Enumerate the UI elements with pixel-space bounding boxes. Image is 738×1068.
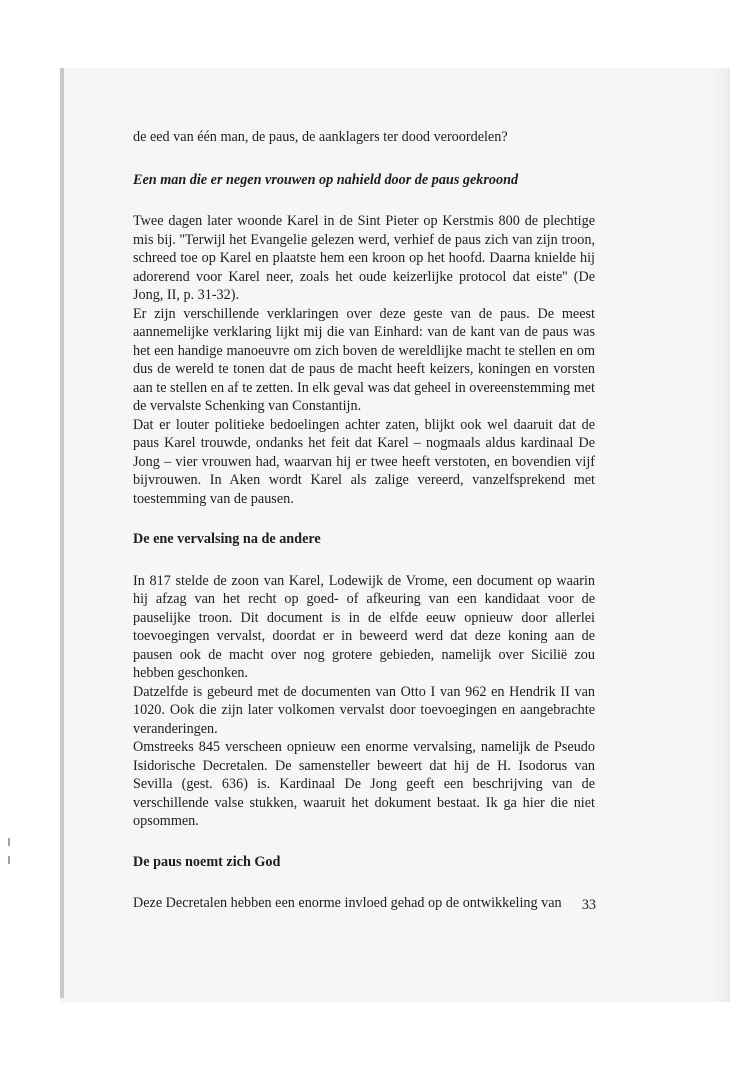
paragraph: Omstreeks 845 verscheen opnieuw een enorme vervalsing, namelijk de Pseudo Isidorische Decretalen. De samensteller beweert dat hij de H. Isodorus van Sevilla (gest. 636) is. Kardinaal De Jong geeft een beschrijving van de verschillende valse stukken, waaruit het dokument bestaat. Ik ga hier die niet opsommen. xyxy=(133,739,595,829)
heading-pope-god: De paus noemt zich God xyxy=(133,853,281,870)
page-edge-shade xyxy=(712,68,728,1002)
scan-edge-mark xyxy=(8,838,10,846)
section-pope-god xyxy=(133,894,595,913)
paragraph: Deze Decretalen hebben een enorme invloed gehad op de ontwikkeling van xyxy=(133,895,562,911)
paragraph: Er zijn verschillende verklaringen over deze geste van de paus. De meest aannemelijke verklaring lijkt mij die van Einhard: van de kant van de paus was het een handige manoeuvre om zich boven de wereldlijke macht te stellen en om dus de wereld te tonen dat de paus de macht heeft keizers, koningen en vorsten aan te stellen en af te zetten. In elk geval was dat geheel in overeenstemming met de vervalste Schenking van Constantijn. xyxy=(133,305,595,414)
section-forgeries xyxy=(133,572,595,831)
paragraph: Twee dagen later woonde Karel in de Sint Pieter op Kerstmis 800 de plechtige mis bij. ''Terwijl het Evangelie gelezen werd, verhief de paus zich van zijn troon, schreed toe op Karel en plaatste hem een kroon op het hoofd. Daarna knielde hij adorerend voor Karel neer, zoals het oude keizerlijke protocol dat eiste'' (De Jong, II, p. 31-32). xyxy=(133,213,595,303)
paragraph: Dat er louter politieke bedoelingen achter zaten, blijkt ook wel daaruit dat de paus Karel trouwde, ondanks het feit dat Karel – nogmaals aldus kardinaal De Jong – vier vrouwen had, waarvan hij er twee heeft verstoten, en bovendien vijf bijvrouwen. In Aken wordt Karel als zalige vereerd, vanzelfsprekend met toestemming van de pausen. xyxy=(133,416,595,507)
section-karel-crowned xyxy=(133,212,595,508)
paragraph: Datzelfde is gebeurd met de documenten van Otto I van 962 en Hendrik II van 1020. Ook die zijn later volkomen vervalst door toevoegingen en aangebrachte veranderingen. xyxy=(133,683,595,737)
page-number: 33 xyxy=(581,897,596,913)
intro-paragraph: de eed van één man, de paus, de aanklagers ter dood veroordelen? xyxy=(133,129,508,145)
paragraph: In 817 stelde de zoon van Karel, Lodewijk de Vrome, een document op waarin hij afzag van het recht op goed- of afkeuring van een kandidaat voor de pauselijke troon. Dit document is in de elfde eeuw opnieuw door allerlei toevoegingen vervalst, doordat er in beweerd werd dat deze koning aan de pausen ook de macht over nog grotere gebieden, namelijk over Sicilië zou hebben geschonken. xyxy=(133,572,595,681)
page-binding-shadow xyxy=(60,68,64,998)
heading-forgeries: De ene vervalsing na de andere xyxy=(133,531,321,547)
heading-karel-crowned: Een man die er negen vrouwen op nahield door de paus gekroond xyxy=(133,171,519,188)
scan-edge-mark xyxy=(8,856,10,864)
page-text xyxy=(133,128,595,913)
